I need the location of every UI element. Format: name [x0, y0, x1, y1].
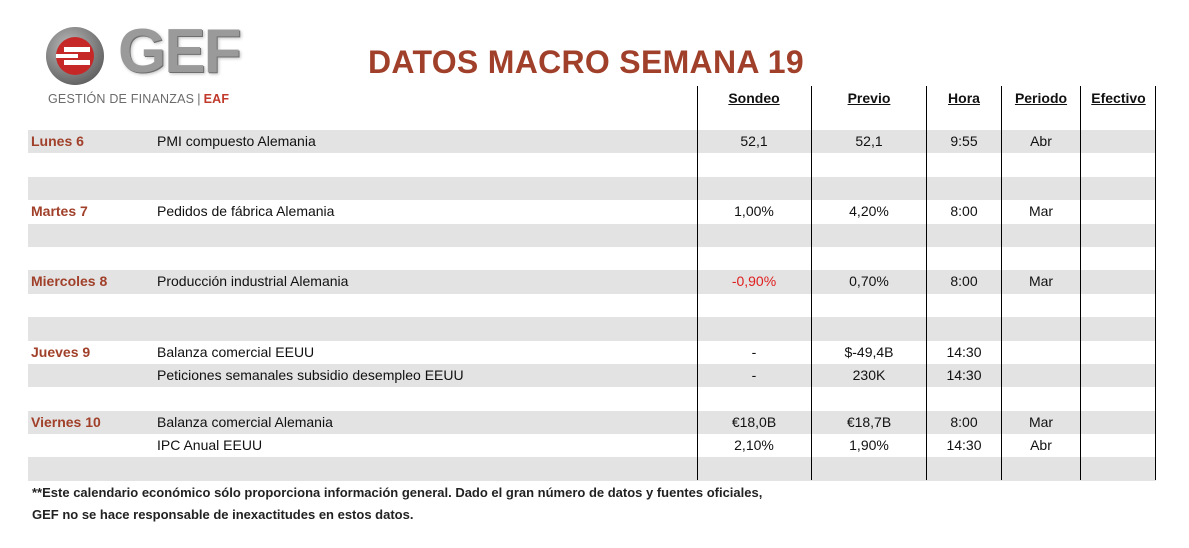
hora-value: 8:00: [950, 413, 978, 430]
previo-value: 1,90%: [849, 437, 889, 454]
event-name: Producción industrial Alemania: [157, 273, 349, 290]
event-name: Balanza comercial Alemania: [157, 413, 333, 430]
previo-value: 52,1: [855, 133, 883, 149]
header-periodo: Periodo: [1014, 90, 1068, 106]
table-row: [28, 247, 1156, 270]
column-divider: [1001, 86, 1002, 480]
logo-brand: GEF: [118, 17, 240, 86]
hora-value: 14:30: [946, 366, 982, 383]
previo-value: 230K: [852, 366, 886, 383]
column-divider: [926, 86, 927, 480]
table-row: [28, 317, 1156, 340]
event-name: PMI compuesto Alemania: [157, 133, 316, 149]
table-row: [28, 224, 1156, 247]
hora-value: 14:30: [946, 343, 982, 360]
hora-value: 8:00: [950, 273, 978, 290]
column-divider: [697, 86, 698, 480]
hora-value: 8:00: [950, 203, 978, 220]
page-title: DATOS MACRO SEMANA 19: [368, 44, 804, 80]
header-sondeo: Sondeo: [728, 90, 780, 106]
day-label: Lunes 6: [31, 133, 84, 149]
periodo-value: Mar: [1028, 413, 1054, 430]
event-name: Peticiones semanales subsidio desempleo EEUU: [157, 366, 464, 383]
logo-eaf-tag: EAF: [203, 92, 230, 106]
day-label: Viernes 10: [31, 413, 101, 430]
previo-value: €18,7B: [846, 413, 892, 430]
periodo-value: Mar: [1028, 203, 1054, 220]
table-row: [28, 130, 1156, 153]
table-row: [28, 364, 1156, 387]
gef-logo: [40, 17, 255, 112]
macro-data-table: [28, 130, 1156, 481]
periodo-value: Abr: [1030, 133, 1052, 149]
day-label: Martes 7: [31, 203, 88, 220]
table-row: [28, 457, 1156, 480]
event-name: IPC Anual EEUU: [157, 437, 263, 454]
table-row: [28, 200, 1156, 223]
table-row: [28, 341, 1156, 364]
periodo-value: Mar: [1028, 273, 1054, 290]
day-label: Jueves 9: [31, 343, 91, 360]
footnote-line-2: GEF no se hace responsable de inexactitudes en estos datos.: [32, 507, 414, 522]
sondeo-value: -: [751, 343, 757, 360]
sondeo-value: 2,10%: [734, 437, 774, 454]
header-hora: Hora: [948, 90, 980, 106]
previo-value: 4,20%: [849, 203, 889, 220]
sondeo-value: €18,0B: [731, 413, 777, 430]
header-previo: Previo: [847, 90, 891, 106]
event-name: Balanza comercial EEUU: [157, 343, 315, 360]
logo-separator: |: [197, 92, 201, 106]
sondeo-value: 52,1: [740, 133, 768, 149]
table-row: [28, 387, 1156, 410]
periodo-value: Abr: [1030, 437, 1052, 454]
column-divider: [811, 86, 812, 480]
hora-value: 14:30: [946, 437, 982, 454]
table-row: [28, 153, 1156, 176]
sondeo-value: 1,00%: [734, 203, 774, 220]
table-row: [28, 434, 1156, 457]
hora-value: 9:55: [950, 133, 978, 149]
table-row: [28, 294, 1156, 317]
header-efectivo: Efectivo: [1091, 90, 1146, 106]
gef-logo-mark-icon: [42, 24, 112, 86]
previo-value: 0,70%: [849, 273, 889, 290]
table-row: [28, 177, 1156, 200]
event-name: Pedidos de fábrica Alemania: [157, 203, 335, 220]
previo-value: $-49,4B: [844, 343, 894, 360]
sondeo-value: -0,90%: [731, 273, 777, 290]
column-divider: [1080, 86, 1081, 480]
table-row: [28, 270, 1156, 293]
day-label: Miercoles 8: [31, 273, 108, 290]
logo-subtitle-text: GESTIÓN DE FINANZAS: [48, 92, 195, 106]
footnote-line-1: **Este calendario económico sólo proporciona información general. Dado el gran número de datos y fuentes oficiales,: [32, 485, 763, 500]
column-divider: [1155, 86, 1156, 480]
table-row: [28, 411, 1156, 434]
sondeo-value: -: [751, 366, 757, 383]
logo-subtitle: [48, 92, 229, 106]
